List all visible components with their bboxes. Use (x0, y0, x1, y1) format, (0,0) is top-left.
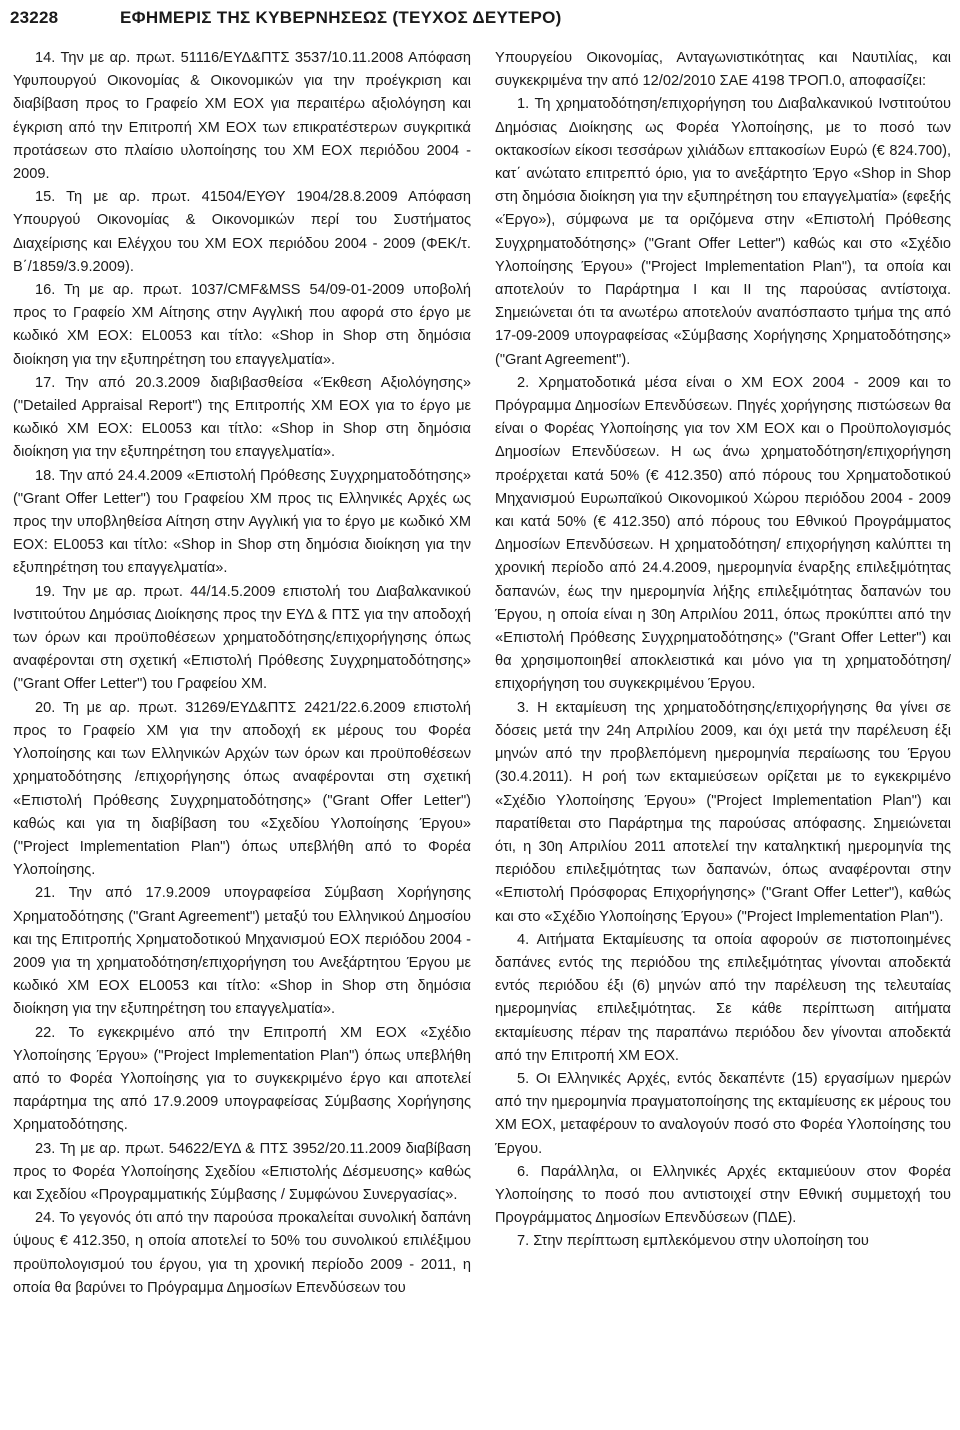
decision-item-1: 1. Τη χρηματοδότηση/επιχορήγηση του Διαβαλκανικού Ινστιτούτου Δημόσιας Διοίκησης ως Φορέα Υλοποίησης, με το ποσό των οκτακοσίων είκοσι τεσσάρων χιλιάδων επτακοσίων Ευρώ (€ 824.700), κατ΄ ανώτατο επιτρεπτό όριο, για το ανεξάρτητο Έργο «Shop in Shop στη δημόσια διοίκηση για την εξυπηρέτηση του επαγγελματία» (εφεξής «Έργο»), σύμφωνα με τα οριζόμενα στην «Επιστολή Πρόθεσης Συγχρηματοδότησης» ("Grant Offer Letter") καθώς και στο «Σχέδιο Υλοποίησης Έργου» ("Project Implementation Plan"), τα οποία και αποτελούν το Παράρτημα Ι και ΙΙ της παρούσας αντίστοιχα. Σημειώνεται ότι τα ανωτέρω αποτελούν αναπόσπαστο τμήμα της από 17-09-2009 υπογραφείσας «Σύμβασης Χορήγησης Χρηματοδότησης» ("Grant Agreement"). (495, 96, 951, 368)
decision-item-7: 7. Στην περίπτωση εμπλεκόμενου στην υλοποίηση του (517, 1233, 869, 1250)
paragraph-18: 18. Την από 24.4.2009 «Επιστολή Πρόθεσης Συγχρηματοδότησης» ("Grant Offer Letter") του Γραφείου ΧΜ προς τις Ελληνικές Αρχές ως προς την υποβληθείσα Αίτηση στην Αγγλική για το έργο με κωδικό ΧΜ ΕΟΧ: EL0053 και τίτλο: «Shop in Shop στη δημόσια διοίκηση για την εξυπηρέτηση του επαγγελματία». (13, 467, 471, 577)
paragraph-19: 19. Την με αρ. πρωτ. 44/14.5.2009 επιστολή του Διαβαλκανικού Ινστιτούτου Δημόσιας Διοίκησης προς την ΕΥΔ & ΠΤΣ για την αποδοχή των όρων και προϋποθέσεων χρηματοδότησης/επιχορήγησης όπως αναφέρονται στη σχετική «Επιστολή Πρόθεσης Συγχρηματοδότησης» ("Grant Offer Letter") του Γραφείου ΧΜ. (13, 583, 471, 693)
paragraph-21: 21. Την από 17.9.2009 υπογραφείσα Σύμβαση Χορήγησης Χρηματοδότησης ("Grant Agreement") μεταξύ του Ελληνικού Δημοσίου και της Επιτροπής Χρηματοδοτικού Μηχανισμού ΕΟΧ περιόδου 2004 - 2009 για τη χρηματοδότηση/επιχορήγηση του Ανεξάρτητου Έργου με κωδικό ΧΜ ΕΟΧ EL0053 και τίτλο: «Shop in Shop στη δημόσια διοίκηση για την εξυπηρέτηση του επαγγελματία». (13, 885, 471, 1018)
page-header (10, 0, 950, 42)
paragraph-14: 14. Την με αρ. πρωτ. 51116/ΕΥΔ&ΠΤΣ 3537/10.11.2008 Απόφαση Υφυπουργού Οικονομίας & Οικονομικών για την προέγκριση και διαβίβαση προς το Γραφείο ΧΜ ΕΟΧ για περαιτέρω αξιολόγηση και έγκριση από την Επιτροπή ΧΜ ΕΟΧ των επικρατέστερων συγκριτικά προτάσεων στο πλαίσιο υλοποίησης του ΧΜ ΕΟΧ περιόδου 2004 - 2009. (13, 50, 471, 183)
paragraph-24: 24. Το γεγονός ότι από την παρούσα προκαλείται συνολική δαπάνη ύψους € 412.350, η οποία αποτελεί το 50% του συνολικού επιλέξιμου προϋπολογισμού του έργου, για τη χρονική περίοδο 2009 - 2011, η οποία θα βαρύνει το Πρόγραμμα Δημοσίων Επενδύσεων του (13, 1210, 471, 1296)
paragraph-16: 16. Τη με αρ. πρωτ. 1037/CMF&MSS 54/09-01-2009 υποβολή προς το Γραφείο ΧΜ Αίτησης στην Αγγλική που αφορά στο έργο με κωδικό ΧΜ ΕΟΧ: EL0053 και τίτλο: «Shop in Shop στη δημόσια διοίκηση για την εξυπηρέτηση του επαγγελματία». (13, 282, 471, 368)
decision-item-2: 2. Χρηματοδοτικά μέσα είναι ο ΧΜ ΕΟΧ 2004 - 2009 και το Πρόγραμμα Δημοσίων Επενδύσεων. Πηγές χορήγησης πιστώσεων θα είναι ο Φορέας Υλοποίησης για τον ΧΜ ΕΟΧ και ο Προϋπολογισμός Δημοσίων Επενδύσεων. Η ως άνω χρηματοδότηση/επιχορήγηση προέρχεται κατά 50% (€ 412.350) από πόρους του Χρηματοδοτικού Μηχανισμού Ευρωπαϊκού Οικονομικού Χώρου περιόδου 2004 - 2009 και κατά 50% (€ 412.350) από πόρους του Εθνικού Προγράμματος Δημοσίων Επενδύσεων. Η χρηματοδότηση/ επιχορήγηση καλύπτει τη χρονική περίοδο από 24.4.2009, ημερομηνία έναρξης επιλεξιμότητας δαπανών, έως την ημερομηνία λήξης επιλεξιμότητας δαπανών του Έργου, η οποία είναι η 30η Απριλίου 2011, όπως προκύπτει από την «Επιστολή Πρόθεσης Συγχρηματοδότησης» ("Grant Offer Letter") και θα χρησιμοποιηθεί αποκλειστικά και μόνο για τη χρηματοδότηση/ επιχορήγηση του συγκεκριμένου Έργου. (495, 374, 951, 693)
page-number: 23228 (10, 8, 59, 27)
decision-item-4: 4. Αιτήματα Εκταμίευσης τα οποία αφορούν σε πιστοποιημένες δαπάνες εντός της περιόδου της επιλεξιμότητας γίνονται αποδεκτά εντός περιόδου έξι (6) μηνών από την παρέλευση της τελευταίας ημερομηνίας επιλεξιμότητας. Σε κάθε περίπτωση αιτήματα εκταμίευσης πέραν της παραπάνω περιόδου δεν γίνονται αποδεκτά από την Επιτροπή ΧΜ ΕΟΧ. (495, 931, 951, 1064)
journal-title: ΕΦΗΜΕΡΙΣ ΤΗΣ ΚΥΒΕΡΝΗΣΕΩΣ (ΤΕΥΧΟΣ ΔΕΥΤΕΡΟ) (120, 8, 562, 27)
decision-item-3: 3. Η εκταμίευση της χρηματοδότησης/επιχορήγησης θα γίνει σε δόσεις μετά την 24η Απριλίου 2009, και όχι μετά την παρέλευση έξι μηνών από την προβλεπόμενη ημερομηνία περαίωσης του Έργου (30.4.2011). Η ροή των εκταμιεύσεων ορίζεται με το εγκεκριμένο «Σχέδιο Υλοποίησης Έργου» ("Project Implementation Plan") και παρατίθεται στο Παράρτημα της παρούσας απόφασης. Σημειώνεται ότι, η 30η Απριλίου 2011 αποτελεί την καταληκτική ημερομηνία της περιόδου επιλεξιμότητας των δαπανών, όπως αναφέρονται στην «Επιστολή Πρόσφορας Επιχορήγησης» ("Grant Offer Letter"), καθώς και στο «Σχέδιο Υλοποίησης Έργου» ("Project Implementation Plan"). (495, 699, 951, 925)
paragraph-17: 17. Την από 20.3.2009 διαβιβασθείσα «Έκθεση Αξιολόγησης» ("Detailed Appraisal Report") της Επιτροπής ΧΜ ΕΟΧ για το έργο με κωδικό ΧΜ ΕΟΧ: EL0053 και τίτλο: «Shop in Shop στη δημόσια διοίκηση για την εξυπηρέτηση του επαγγελματία». (13, 374, 471, 461)
left-column (13, 47, 471, 1300)
decision-item-6: 6. Παράλληλα, οι Ελληνικές Αρχές εκταμιεύουν στον Φορέα Υλοποίησης το ποσό που αντιστοιχεί στην Εθνική συμμετοχή του Προγράμματος Δημοσίων Επενδύσεων (ΠΔΕ). (495, 1163, 951, 1227)
paragraph-22: 22. Το εγκεκριμένο από την Επιτροπή ΧΜ ΕΟΧ «Σχέδιο Υλοποίησης Έργου» ("Project Implementation Plan") όπως υπεβλήθη από το Φορέα Υλοποίησης για το συγκεκριμένο έργο και αποτελεί παράρτημα της από 17.9.2009 υπογραφείσας Σύμβασης Χορήγησης Χρηματοδότησης. (13, 1024, 471, 1134)
paragraph-15: 15. Τη με αρ. πρωτ. 41504/ΕΥΘΥ 1904/28.8.2009 Απόφαση Υπουργού Οικονομίας & Οικονομικών περί του Συστήματος Διαχείρισης και Ελέγχου του ΧΜ ΕΟΧ περιόδου 2004 - 2009 (ΦΕΚ/τ. Β΄/1859/3.9.2009). (13, 189, 471, 275)
paragraph-23: 23. Τη με αρ. πρωτ. 54622/ΕΥΔ & ΠΤΣ 3952/20.11.2009 διαβίβαση προς το Φορέα Υλοποίησης Σχεδίου «Επιστολής Δέσμευσης» καθώς και Σχεδίου «Προγραμματικής Σύμβασης / Συμφώνου Συνεργασίας». (13, 1140, 471, 1203)
paragraph-20: 20. Τη με αρ. πρωτ. 31269/ΕΥΔ&ΠΤΣ 2421/22.6.2009 επιστολή προς το Γραφείο ΧΜ για την αποδοχή εκ μέρους του Φορέα Υλοποίησης και των Ελληνικών Αρχών των όρων και προϋποθέσεων χρηματοδότησης /επιχορήγησης όπως αναφέρονται στη σχετική «Επιστολή Πρόθεσης Συγχρηματοδότησης» ("Grant Offer Letter") καθώς και για τη διαβίβαση του «Σχεδίου Υλοποίησης Έργου» ("Project Implementation Plan") όπως υπεβλήθη από το Φορέα Υλοποίησης. (13, 699, 471, 879)
decision-item-5: 5. Οι Ελληνικές Αρχές, εντός δεκαπέντε (15) εργασίμων ημερών από την ημερομηνία πραγματοποίησης της εκταμίευσης εκ μέρους του ΧΜ ΕΟΧ, μεταφέρουν το αναλογούν ποσό στο Φορέα Υλοποίησης του Έργου. (495, 1070, 951, 1157)
paragraph-continuation: Υπουργείου Οικονομίας, Ανταγωνιστικότητας και Ναυτιλίας, και συγκεκριμένα την από 12/02/2010 ΣΑΕ 4198 ΤΡΟΠ.0, αποφασίζει: (495, 50, 951, 90)
right-column (495, 47, 951, 1254)
